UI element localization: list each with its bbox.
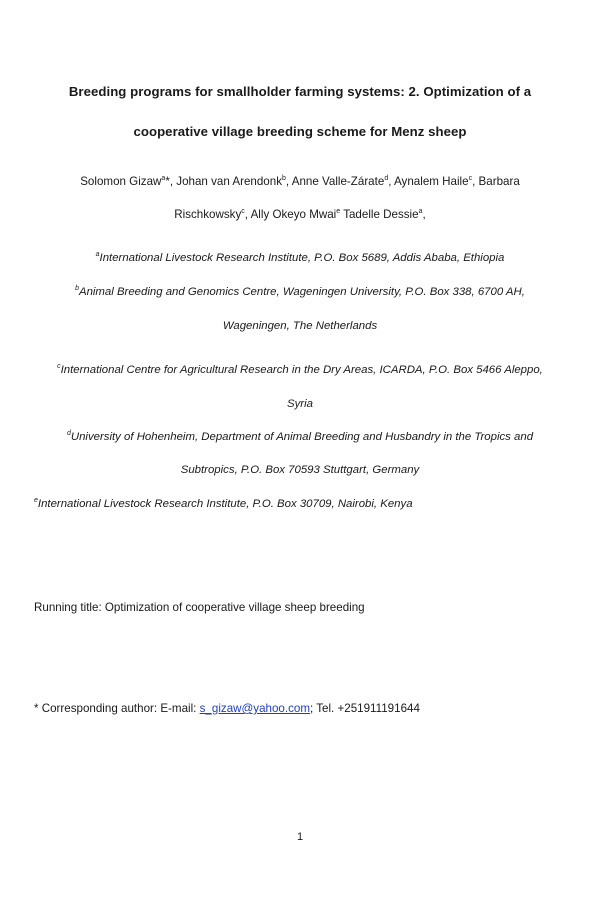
affiliation-text: International Livestock Research Institute, P.O. Box 30709, Nairobi, Kenya (37, 498, 413, 510)
author-separator: , (422, 208, 426, 221)
paper-title-line-1: Breeding programs for smallholder farming systems: 2. Optimization of a (68, 84, 532, 99)
affiliation-d-line-2: Subtropics, P.O. Box 70593 Stuttgart, Germany (180, 464, 420, 476)
corresponding-phone: ; Tel. +251911191644 (310, 702, 420, 715)
affiliation-b-line-1 (0, 286, 600, 298)
author-name: Johan van Arendonk (176, 175, 282, 188)
author-separator: , (472, 175, 479, 188)
author-name: Anne Valle-Zárate (291, 175, 385, 188)
author-name: Barbara (478, 175, 520, 188)
affiliation-text: International Centre for Agricultural Research in the Dry Areas, ICARDA, P.O. Box 5466 Aleppo, (60, 364, 543, 376)
affiliation-mark: d (66, 430, 71, 438)
authors-line-2 (0, 208, 600, 221)
author-name: Rischkowsky (174, 208, 242, 221)
affiliation-c-line-2: Syria (287, 398, 313, 410)
affiliation-mark: e (34, 497, 38, 505)
author-separator: *, (165, 175, 177, 188)
author-affil-mark: c (241, 208, 245, 216)
author-affil-mark: a (418, 208, 423, 216)
author-affil-mark: d (384, 175, 389, 183)
affiliation-a (0, 252, 600, 264)
affiliation-text: Animal Breeding and Genomics Centre, Wageningen University, P.O. Box 338, 6700 AH, (78, 286, 525, 298)
page-number: 1 (296, 831, 304, 843)
author-affil-mark: c (468, 175, 473, 183)
affiliation-mark: b (75, 285, 79, 293)
affiliation-e (34, 498, 413, 510)
affiliation-b-line-2: Wageningen, The Netherlands (222, 320, 378, 332)
email-link[interactable]: s_gizaw@yahoo.com (199, 702, 310, 715)
authors-line-1 (0, 175, 600, 188)
affiliation-c-line-1 (0, 364, 600, 376)
author-separator: , (388, 175, 395, 188)
author-affil-mark: a (161, 175, 166, 183)
affiliation-mark: c (57, 363, 61, 371)
author-name: Tadelle Dessie (343, 208, 419, 221)
author-separator: , (244, 208, 251, 221)
author-separator: , (285, 175, 292, 188)
author-affil-mark: b (282, 175, 286, 183)
affiliation-mark: a (95, 251, 100, 259)
corresponding-author (34, 702, 420, 715)
paper-title-line-2: cooperative village breeding scheme for Menz sheep (133, 124, 467, 139)
affiliation-text: University of Hohenheim, Department of Animal Breeding and Husbandry in the Tropics and (70, 431, 534, 443)
author-name: Solomon Gizaw (80, 175, 162, 188)
running-title: Running title: Optimization of cooperative village sheep breeding (34, 601, 365, 614)
author-name: Ally Okeyo Mwai (250, 208, 337, 221)
affiliation-text: International Livestock Research Institute, P.O. Box 5689, Addis Ababa, Ethiopia (99, 252, 505, 264)
affiliation-d-line-1 (0, 431, 600, 443)
author-name: Aynalem Haile (394, 175, 469, 188)
author-affil-mark: e (336, 208, 341, 216)
corresponding-label: * Corresponding author: E-mail: (34, 702, 200, 715)
